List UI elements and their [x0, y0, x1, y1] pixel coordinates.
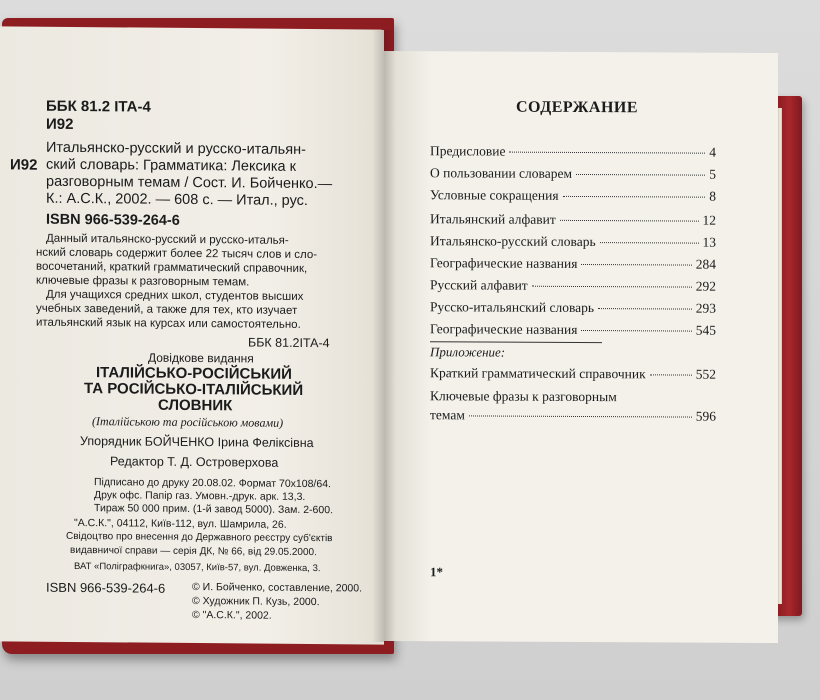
toc-entry-page: 284	[695, 256, 716, 272]
toc-entry-title: Итальянско-русский словарь	[430, 233, 596, 250]
toc-entry-title: Краткий грамматический справочник	[430, 365, 646, 382]
signature-mark: 1*	[430, 564, 443, 580]
imprint-line-2: Друк офс. Папір газ. Умовн.-друк. арк. 13,3.	[94, 489, 306, 503]
annotation-line-1: Данный итальянско-русский и русско-италья-	[46, 232, 289, 247]
contents-heading: СОДЕРЖАНИЕ	[516, 98, 639, 117]
copyright-2: © Художник П. Кузь, 2000.	[192, 595, 320, 609]
imprint-line-3: Тираж 50 000 прим. (1-й завод 5000). Зам. 2-600.	[94, 502, 333, 517]
toc-entry	[430, 143, 716, 161]
imprint-line-6: видавничої справи — серія ДК, № 66, від 29.05.2000.	[70, 544, 317, 559]
toc-entry-title: Предисловие	[430, 143, 506, 159]
isbn-bottom: ISBN 966-539-264-6	[46, 579, 166, 596]
toc-entry-title: Условные сокращения	[430, 187, 559, 203]
copyright-3: © "А.С.К.", 2002.	[192, 609, 272, 622]
toc-leader-dots	[581, 330, 691, 332]
index-code-side: И92	[10, 156, 38, 174]
toc-leader-dots	[563, 196, 706, 198]
imprint-line-4: "А.С.К.", 04112, Київ-112, вул. Шамрила, 26.	[74, 516, 287, 531]
toc-entry	[430, 255, 716, 273]
toc-entry-page: 293	[695, 300, 716, 316]
annotation-line-7: итальянский язык на курсах или самостоятельно.	[36, 316, 301, 331]
annotation-line-4: ключевые фразы к разговорным темам.	[36, 274, 250, 289]
toc-leader-dots	[560, 220, 699, 222]
toc-entry-page: 12	[702, 212, 716, 228]
toc-entry-page: 4	[709, 144, 716, 160]
edition-type: Довідкове видання	[148, 350, 254, 366]
toc-entry-page: 596	[695, 408, 716, 424]
right-page	[384, 51, 778, 643]
bbk-code-bottom: ББК 81.2ІТА-4	[248, 335, 330, 351]
title-line-1: Итальянско-русский и русско-итальян-	[46, 139, 306, 158]
toc-leader-dots	[532, 286, 692, 288]
toc-entry	[430, 233, 716, 251]
toc-leader-dots	[598, 308, 692, 309]
imprint-line-5: Свідоцтво про внесення до Державного реєстру суб'єктів	[66, 530, 333, 545]
compiler: Упорядник БОЙЧЕНКО Ірина Феліксівна	[80, 434, 314, 451]
appendix-label: Приложение:	[430, 344, 506, 360]
toc-leader-dots	[650, 374, 692, 375]
toc-entry	[430, 211, 716, 229]
toc-entry-page: 13	[702, 234, 716, 250]
toc-entry	[430, 407, 716, 425]
appendix-divider	[430, 341, 602, 343]
main-title-line-1: ІТАЛІЙСЬКО-РОСІЙСЬКИЙ	[96, 364, 292, 383]
book-gutter-shadow	[372, 30, 396, 642]
isbn-top: ISBN 966-539-264-6	[46, 211, 180, 229]
toc-entry	[430, 165, 716, 183]
toc-leader-dots	[600, 242, 699, 244]
toc-leader-dots	[469, 415, 692, 417]
annotation-line-2: нский словарь содержит более 22 тысяч слов и сло-	[36, 246, 318, 262]
toc-entry	[430, 299, 716, 317]
toc-leader-dots	[509, 152, 705, 154]
toc-entry-page: 545	[695, 322, 716, 338]
left-page	[0, 26, 384, 644]
imprint-line-7: ВАТ «Поліграфкнига», 03057, Київ-57, вул. Довженка, 3.	[74, 560, 321, 575]
toc-entry-title: Русский алфавит	[430, 277, 528, 293]
main-title-line-3: СЛОВНИК	[158, 396, 233, 415]
imprint-line-1: Підписано до друку 20.08.02. Формат 70х108/64.	[94, 476, 331, 491]
title-line-4: К.: А.С.К., 2002. — 608 с. — Итал., рус.	[46, 190, 308, 210]
toc-entry-title: Русско-итальянский словарь	[430, 299, 595, 316]
editor: Редактор Т. Д. Островерхова	[110, 454, 279, 470]
annotation-line-6: учебных заведений, а также для тех, кто изучает	[36, 302, 298, 317]
index-code: И92	[46, 115, 74, 133]
toc-leader-dots	[576, 174, 705, 176]
toc-entry-title: Итальянский алфавит	[430, 211, 556, 227]
toc-entry	[430, 277, 716, 295]
annotation-line-3: восочетаний, краткий грамматический справочник,	[36, 260, 308, 276]
toc-entry-page: 292	[695, 278, 716, 294]
copyright-1: © И. Бойченко, составление, 2000.	[192, 581, 363, 595]
main-title-line-2: ТА РОСІЙСЬКО-ІТАЛІЙСЬКИЙ	[84, 380, 304, 399]
title-line-2: ский словарь: Грамматика: Лексика к	[46, 156, 296, 175]
toc-entry-page: 5	[709, 166, 716, 182]
toc-entry	[430, 321, 716, 339]
toc-entry-title: Географические названия	[430, 255, 578, 271]
title-line-3: разговорным темам / Сост. И. Бойченко.—	[46, 173, 333, 193]
toc-entry-title: О пользовании словарем	[430, 165, 573, 181]
bbk-code-top: ББК 81.2 ІТА-4	[46, 97, 151, 116]
toc-entry-title: Географические названия	[430, 321, 578, 337]
subtitle: (Італійською та російською мовами)	[92, 414, 284, 430]
toc-leader-dots	[581, 264, 691, 266]
annotation-line-5: Для учащихся средних школ, студентов высших	[46, 288, 304, 303]
toc-entry-title: Ключевые фразы к разговорным	[430, 388, 617, 405]
toc-entry	[430, 365, 716, 383]
toc-entry-page: 8	[709, 188, 716, 204]
toc-entry-page: 552	[695, 366, 716, 382]
toc-entry-title-continued: темам	[430, 407, 465, 423]
toc-entry	[430, 187, 716, 205]
